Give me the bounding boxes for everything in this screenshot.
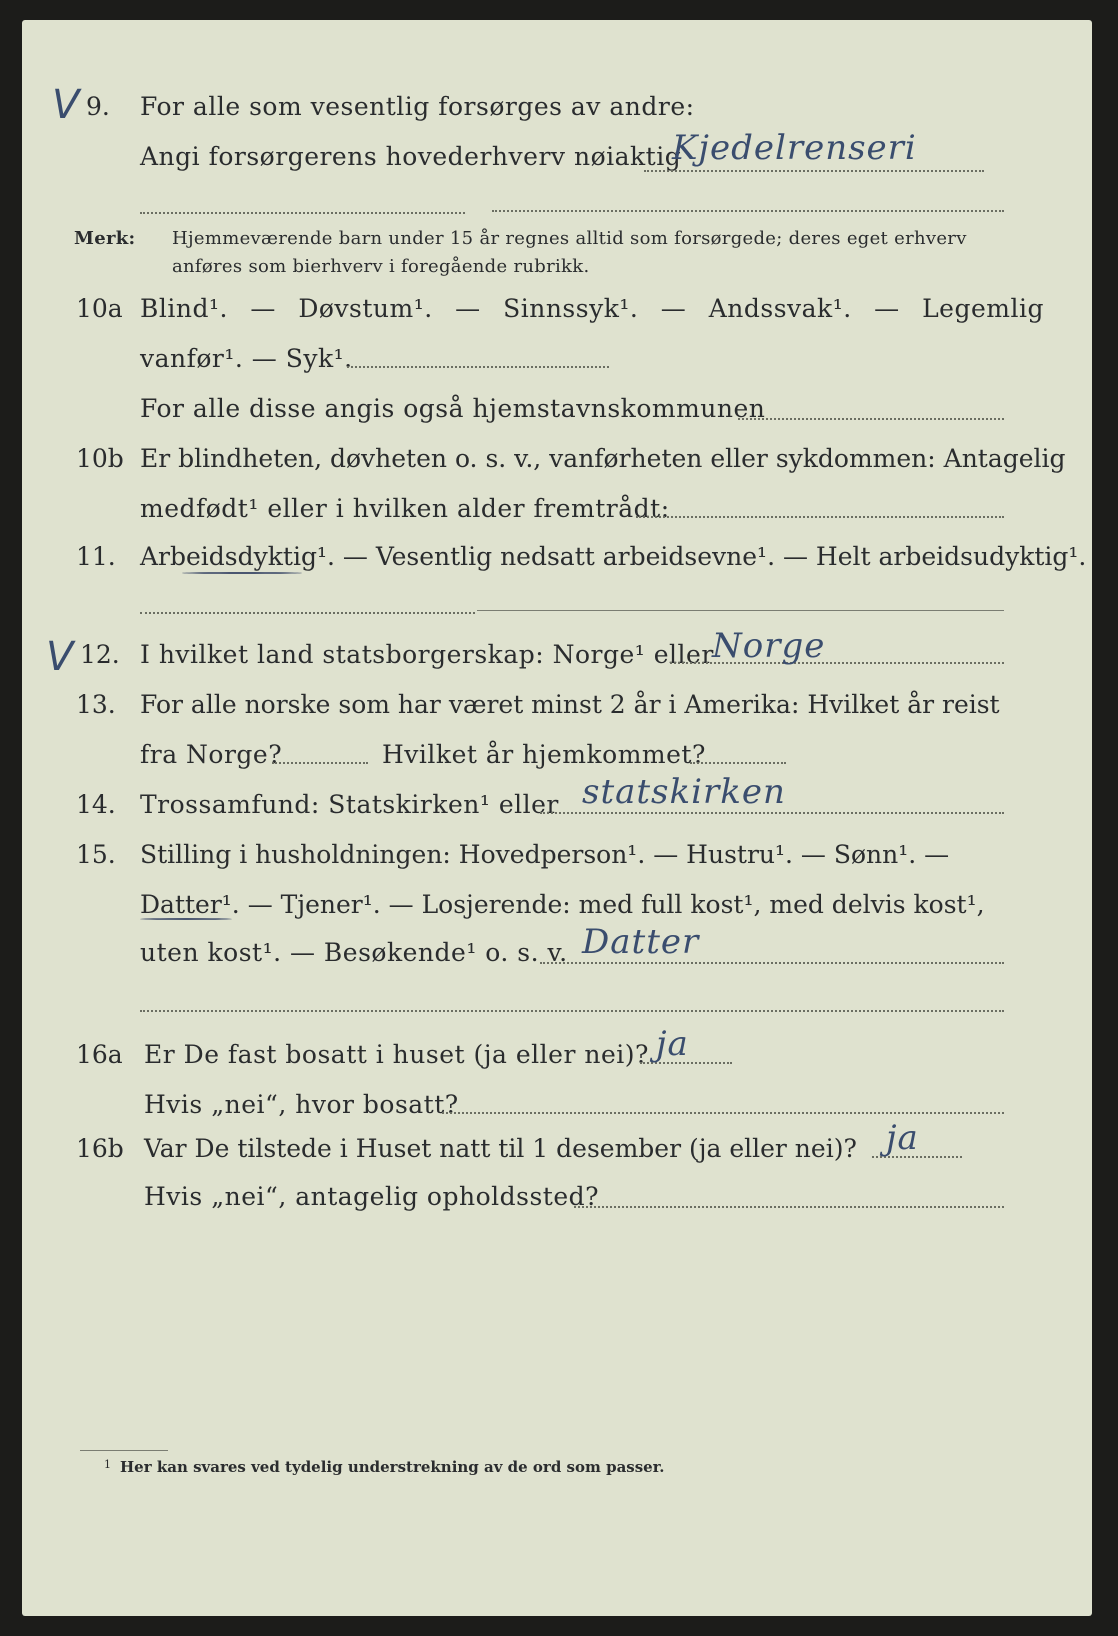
q15-line1: Stilling i husholdningen: Hovedperson¹. — Hustru¹. — Sønn¹. — (140, 840, 950, 869)
q9-line2: Angi forsørgerens hovederhverv nøiaktig (140, 142, 682, 171)
merk-line2: anføres som bierhverv i foregående rubrikk. (172, 256, 590, 277)
item-number-9: 9. (86, 92, 110, 121)
q15-line3: uten kost¹. — Besøkende¹ o. s. v. (140, 938, 568, 967)
q11-extra-line-a (140, 612, 475, 614)
q15-extra-line (140, 1010, 1004, 1012)
q16b-answer-handwriting: ja (886, 1118, 919, 1158)
q13-reist-line (272, 762, 368, 764)
q14-answer-line (540, 812, 1004, 814)
q9-answer-line (644, 170, 984, 172)
q10b-line1: Er blindheten, døvheten o. s. v., vanførheten eller sykdommen: Antagelig (140, 444, 1066, 473)
q10a-line1: Blind¹. — Døvstum¹. — Sinnssyk¹. — Andssvak¹. — Legemlig (140, 294, 1044, 323)
q10a-line3: For alle disse angis også hjemstavnskommunen (140, 394, 766, 423)
item-number-14: 14. (76, 790, 116, 819)
q10a-line2: vanfør¹. — Syk¹. (140, 344, 353, 373)
q15-answer-line (540, 962, 1004, 964)
q9-answer-handwriting: Kjedelrenseri (672, 128, 917, 168)
footnote-text: Her kan svares ved tydelig understrekning av de ord som passer. (120, 1458, 665, 1476)
census-form-page (22, 20, 1092, 1616)
item-number-16a: 16a (76, 1040, 123, 1069)
item-number-11: 11. (76, 542, 116, 571)
q9-line1: For alle som vesentlig forsørges av andre: (140, 92, 695, 121)
q12-answer-handwriting: Norge (712, 626, 826, 666)
q11-underline-mark (182, 572, 302, 574)
q13-line2-reist: fra Norge? (140, 740, 283, 769)
item-number-10b: 10b (76, 444, 124, 473)
q15-line2: Datter¹. — Tjener¹. — Losjerende: med full kost¹, med delvis kost¹, (140, 890, 985, 919)
q14-line1: Trossamfund: Statskirken¹ eller (140, 790, 559, 819)
item-number-16b: 16b (76, 1134, 124, 1163)
item-number-10a: 10a (76, 294, 123, 323)
q16a-answer-handwriting: ja (656, 1024, 689, 1064)
checkmark-9: V (52, 82, 80, 128)
item-number-13: 13. (76, 690, 116, 719)
q16a-line1: Er De fast bosatt i huset (ja eller nei)? (144, 1040, 649, 1069)
q16b-opholdssted-line (574, 1206, 1004, 1208)
checkmark-12: V (46, 634, 74, 680)
q9-extra-line-a (140, 212, 465, 214)
footnote-separator (80, 1450, 168, 1451)
q13-line1: For alle norske som har været minst 2 år i Amerika: Hvilket år reist (140, 690, 1000, 719)
q10a-answer-line (347, 366, 609, 368)
q11-line1: Arbeidsdyktig¹. — Vesentlig nedsatt arbeidsevne¹. — Helt arbeidsudyktig¹. (140, 542, 1087, 571)
q10a-hjemstavn-line (738, 418, 1004, 420)
q16a-bosatt-line (442, 1112, 1004, 1114)
q13-line2-hjemkommet: Hvilket år hjemkommet? (382, 740, 706, 769)
q15-underline-mark (140, 918, 232, 920)
q10b-answer-line (636, 516, 1004, 518)
item-number-15: 15. (76, 840, 116, 869)
q9-extra-line-b (492, 210, 1004, 212)
q11-extra-line-b (477, 610, 1004, 611)
q12-line1: I hvilket land statsborgerskap: Norge¹ eller (140, 640, 714, 669)
footnote-mark: 1 (104, 1458, 111, 1471)
merk-line1: Hjemmeværende barn under 15 år regnes alltid som forsørgede; deres eget erhverv (172, 228, 967, 249)
item-number-12: 12. (80, 640, 120, 669)
q14-answer-handwriting: statskirken (582, 772, 786, 812)
q16b-line1: Var De tilstede i Huset natt til 1 desember (ja eller nei)? (144, 1134, 857, 1163)
q13-hjemkommet-line (690, 762, 786, 764)
q10b-line2: medfødt¹ eller i hvilken alder fremtrådt: (140, 494, 670, 523)
q16b-line2: Hvis „nei“, antagelig opholdssted? (144, 1182, 600, 1211)
merk-label: Merk: (74, 228, 136, 249)
q16a-line2: Hvis „nei“, hvor bosatt? (144, 1090, 459, 1119)
q15-answer-handwriting: Datter (582, 922, 700, 962)
